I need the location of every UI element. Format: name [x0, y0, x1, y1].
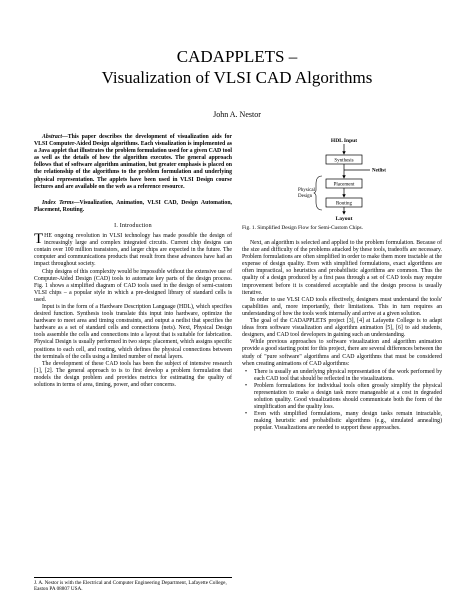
title-line-2: Visualization of VLSI CAD Algorithms — [101, 68, 373, 87]
physical-design-brace — [314, 176, 322, 210]
author: John A. Nestor — [213, 110, 261, 119]
differences-list — [242, 369, 442, 433]
physical-label: Physical — [298, 188, 315, 193]
right-paragraph-3: The goal of the CADAPPLETS project [3], [4] at Lafayette College is to adapt ideas from software visualization and algorithm animation [5], [6] to aid students, designers, and CAD tool developers in gaining such an understanding. — [242, 318, 442, 339]
netlist-label: Netlist — [372, 168, 386, 174]
right-paragraph-4: While previous approaches to software visualization and algorithm animation provide a good starting point for this project, there are several differences between the study of "pure software" algorithms and CAD algorithms that must be considered when creating animations of CAD algorithms: — [242, 339, 442, 367]
layout-label: Layout — [335, 216, 353, 222]
design-label: Design — [298, 194, 313, 199]
synthesis-label: Synthesis — [334, 158, 354, 164]
abstract-label: Abstract — [42, 134, 62, 140]
list-item: • There is usually an underlying physical representation of the work performed by each CAD tool that should be reflected in the visualizations. — [254, 369, 442, 383]
title-line-1: CADAPPLETS – — [176, 47, 298, 66]
left-column — [34, 134, 232, 389]
list-item: • Even with simplified formulations, many design tasks remain intractable, making heuristic and probabilistic algorithms (e.g., simulated annealing) popular. Visualizations are needed to support these approaches. — [254, 411, 442, 432]
list-item: • Problem formulations for individual tools often grossly simplify the physical representation to make a design task more manageable at a cost in degraded solution quality. Good visualizations should communicate both the form of the simplification and the quality loss. — [254, 383, 442, 411]
paper-title — [0, 46, 474, 88]
abstract-text: —This paper describes the development of visualization aids for VLSI Computer-Aided Design algorithms. Each visualization is implemented as a Java applet that illustrates the problem formulation used for a given CAD tool as well as the details of how the algorithm executes. The general approach follows that of software algorithm animation, but greater emphasis is placed on the relationship of the algorithms to the problem formulation and underlying physical representation. The applets have been used in VLSI Design course lectures and are available on the web as a reference resource. — [34, 134, 233, 190]
hdl-input-label: HDL Input — [330, 138, 358, 144]
index-terms-text: —Visualization, Animation, VLSI CAD, Design Automation, Placement, Routing. — [34, 199, 232, 213]
footnote: J. A. Nestor is with the Electrical and Computer Engineering Department, Lafayette College, Easton PA 08807 USA. — [34, 577, 232, 593]
abstract — [34, 134, 232, 191]
index-terms — [34, 200, 232, 214]
intro-paragraph-1 — [34, 233, 232, 268]
intro-paragraph-2: Chip designs of this complexity would be impossible without the extensive use of Computer-Aided Design (CAD) tools to automate key parts of the design process. Fig. 1 shows a simplified diagram of CAD tools used in the design of semi-custom VLSI chips – a popular style in which a pre-designed library of standard cells is used. — [34, 268, 232, 303]
placement-label: Placement — [333, 182, 355, 188]
intro-paragraph-3: Input is in the form of a Hardware Description Language (HDL), which specifies desired function. Synthesis tools translate this input into hardware, optimize the hardware to meet area and timing constraints, and output a netlist that specifies the hardware as a set of standard cells and connections (nets). Next, Physical Design tools assemble the cells and connections into a layout that is suitable for fabrication. Physical Design is usually performed in two steps: placement, which assigns specific positions to each cell, and routing, which defines the physical connections between the terminals of the cells using a limited number of metal layers. — [34, 303, 232, 360]
design-flow-figure — [242, 134, 442, 234]
routing-label: Routing — [335, 201, 353, 207]
section-heading-introduction: I. Introduction — [114, 222, 152, 229]
right-paragraph-2: In order to use VLSI CAD tools effectively, designers must understand the tools' capabilities and, more importantly, their limitations. This in turn requires an understanding of how the tools work internally and arrive at a given solution. — [242, 296, 442, 317]
drop-cap: T — [34, 231, 44, 248]
index-terms-label: Index Terms — [42, 199, 74, 206]
intro-paragraph-4: The development of these CAD tools has been the subject of intensive research [1], [2]. The general approach to is to first develop a problem formulation that models the design problem and provides metrics for estimating the quality of solutions in terms of area, timing, power, and other concerns. — [34, 360, 232, 388]
intro-paragraph-1-text: HE ongoing revolution in VLSI technology has made possible the design of increasingly large and complex integrated circuits. Current chip designs can contain over 100 million transistors, and larger chips are expected in the future. The computer and communications products that result from these advances have had an impact throughout society. — [34, 233, 232, 268]
figure-caption: Fig. 1. Simplified Design Flow for Semi-Custom Chips. — [242, 225, 363, 231]
right-column — [242, 240, 442, 433]
right-paragraph-1: Next, an algorithm is selected and applied to the problem formulation. Because of the size and difficulty of the problems attacked by these tools, tradeoffs are necessary. Problem formulations are often simplified in order to make them more tractable at the expense of design quality. Even with simplified formulations, exact algorithms are often impractical, so heuristics and probabilistic algorithms are common. Thus the quality of a design produced by a first pass through a set of CAD tools may require improvement before it is considered acceptable and the design process is usually iterative. — [242, 240, 442, 296]
